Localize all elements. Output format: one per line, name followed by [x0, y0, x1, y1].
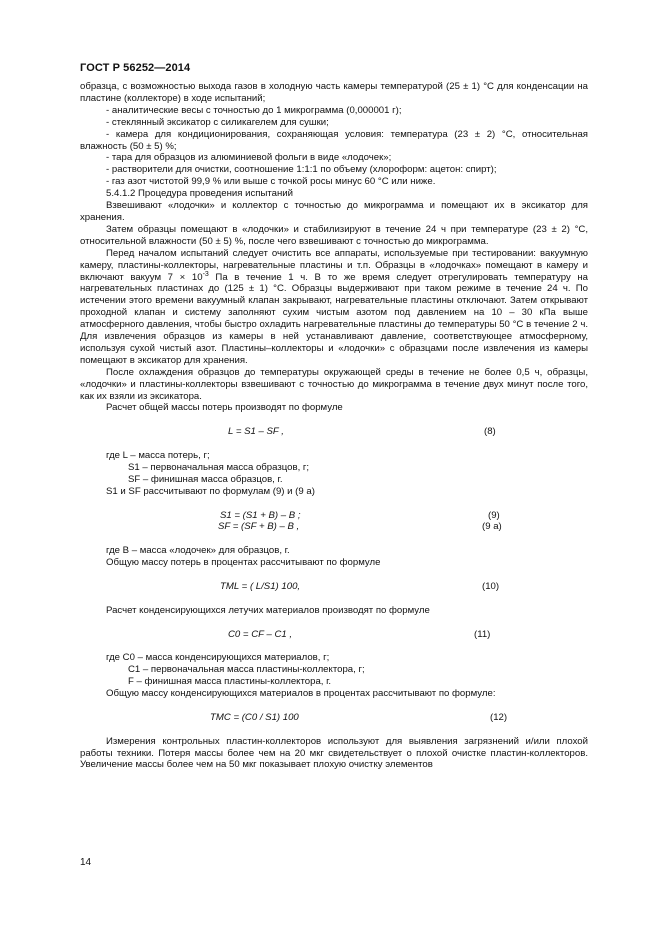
definition: где B – масса «лодочек» для образцов, г.	[106, 545, 290, 557]
definition: F – финишная масса пластины-коллектора, г.	[128, 676, 332, 688]
paragraph: После охлаждения образцов до температуры окружающей среды в течение не более 0,5 ч, образцы, «лодочки» и пластины-коллекторы взвешивают с точностью до микрограмма в течение двух минут после того, как их взяли из эксикатора.	[80, 366, 588, 402]
formula: C0 = CF – C1 ,	[228, 628, 293, 640]
section-heading: 5.4.1.2 Процедура проведения испытаний	[106, 188, 294, 200]
definition: S1 и SF рассчитывают по формулам (9) и (9 а)	[106, 485, 315, 497]
equation-9	[80, 510, 588, 522]
paragraph: Расчет конденсирующихся летучих материалов производят по формуле	[106, 604, 430, 616]
page-number: 14	[80, 857, 92, 868]
equation-11	[80, 629, 588, 641]
formula: SF = (SF + B) – B ,	[218, 521, 300, 533]
equation-number: (10)	[482, 580, 500, 592]
paragraph	[80, 248, 588, 367]
paragraph: Взвешивают «лодочки» и коллектор с точностью до микрограмма и помещают их в эксикатор для хранения.	[80, 200, 588, 223]
definition: где C0 – масса конденсирующихся материалов, г;	[106, 652, 330, 664]
equation-9a	[80, 521, 588, 533]
equation-number: (9 а)	[482, 521, 502, 533]
equation-number: (11)	[474, 628, 491, 640]
paragraph: Общую массу потерь в процентах рассчитывают по формуле	[106, 557, 381, 569]
equation-number: (12)	[490, 711, 508, 723]
paragraph: Измерения контрольных пластин-коллекторов используют для выявления загрязнений и/или плохой работы техники. Потеря массы более чем на 20 мкг свидетельствует о плохой очистке пластин-коллекторов. Увеличение массы более чем на 50 мкг показывает плохую очистку элементов	[80, 735, 588, 771]
definition: где L – масса потерь, г;	[106, 450, 210, 462]
list-item: - тара для образцов из алюминиевой фольги в виде «лодочек»;	[106, 152, 392, 164]
formula: TMC = (C0 / S1) 100	[210, 711, 299, 723]
document-body	[80, 81, 588, 771]
paragraph: Расчет общей массы потерь производят по формуле	[106, 402, 343, 414]
equation-12	[80, 712, 588, 724]
paragraph-part: Перед началом испытаний следует очистить все аппараты, используемые при тестировании: вакуумную камеру, пластины-коллекторы, нагревательные пластины и т.п. Образцы в «лодочках» помещают в камеру и включают вакуум 7 × 10	[80, 247, 588, 283]
exponent: -3	[202, 270, 209, 278]
definition: SF – финишная масса образцов, г.	[128, 473, 283, 485]
list-item: - аналитические весы с точностью до 1 микрограмма (0,000001 г);	[106, 104, 402, 116]
paragraph: Затем образцы помещают в «лодочки» и стабилизируют в течение 24 ч при температуре (23 ± 2) °С, относительной влажности (50 ± 5) %, после чего взвешивают с точностью до микрограмма.	[80, 223, 588, 247]
formula: S1 = (S1 + B) – B ;	[220, 509, 301, 521]
list-item: - растворители для очистки, соотношение 1:1:1 по объему (хлороформ: ацетон: спирт);	[106, 164, 497, 176]
formula: TML = ( L/S1) 100,	[220, 580, 301, 592]
list-item: - камера для кондиционирования, сохраняющая условия: температура (23 ± 2) °С, относительная влажность (50 ± 5) %;	[80, 128, 588, 152]
definition: C1 – первоначальная масса пластины-коллектора, г;	[128, 664, 365, 676]
standard-header: ГОСТ Р 56252—2014	[80, 62, 191, 74]
paragraph: образца, с возможностью выхода газов в холодную часть камеры температурой (25 ± 1) °С для конденсации на пластине (коллекторе) в ходе испытаний;	[80, 81, 588, 104]
equation-10	[80, 581, 588, 593]
paragraph-part: Па в течение 1 ч. В то же время следует отрегулировать температуру на нагревательных пластинах до (125 ± 1) °С. Образцы выдерживают при таком режиме в течение 24 ч. По истечении этого времени вакуумный клапан закрывают, нагревательные пластины отключают. Затем открывают проходной клапан и систему заполняют сухим чистым азотом под давлением на 10 – 30 кПа выше атмосферного давления, чтобы быстро охладить нагревательные пластины до температуры 50 °С в течение 2 ч. Для извлечения образцов из камеры в ней устанавливают давление, соответствующее атмосферному, используя сухой чистый азот. Пластины–коллекторы и «лодочки» с образцами после извлечения из камеры помещают в эксикатор для хранения.	[80, 271, 589, 366]
paragraph: Общую массу конденсирующихся материалов в процентах рассчитывают по формуле:	[106, 688, 496, 700]
list-item: - газ азот чистотой 99,9 % или выше с точкой росы минус 60 °С или ниже.	[106, 176, 436, 188]
formula: L = S1 – SF ,	[228, 426, 284, 438]
equation-number: (8)	[484, 426, 496, 438]
list-item: - стеклянный эксикатор с силикагелем для сушки;	[106, 116, 329, 128]
definition: S1 – первоначальная масса образцов, г;	[128, 461, 310, 473]
equation-8	[80, 426, 588, 438]
equation-number: (9)	[488, 509, 500, 521]
